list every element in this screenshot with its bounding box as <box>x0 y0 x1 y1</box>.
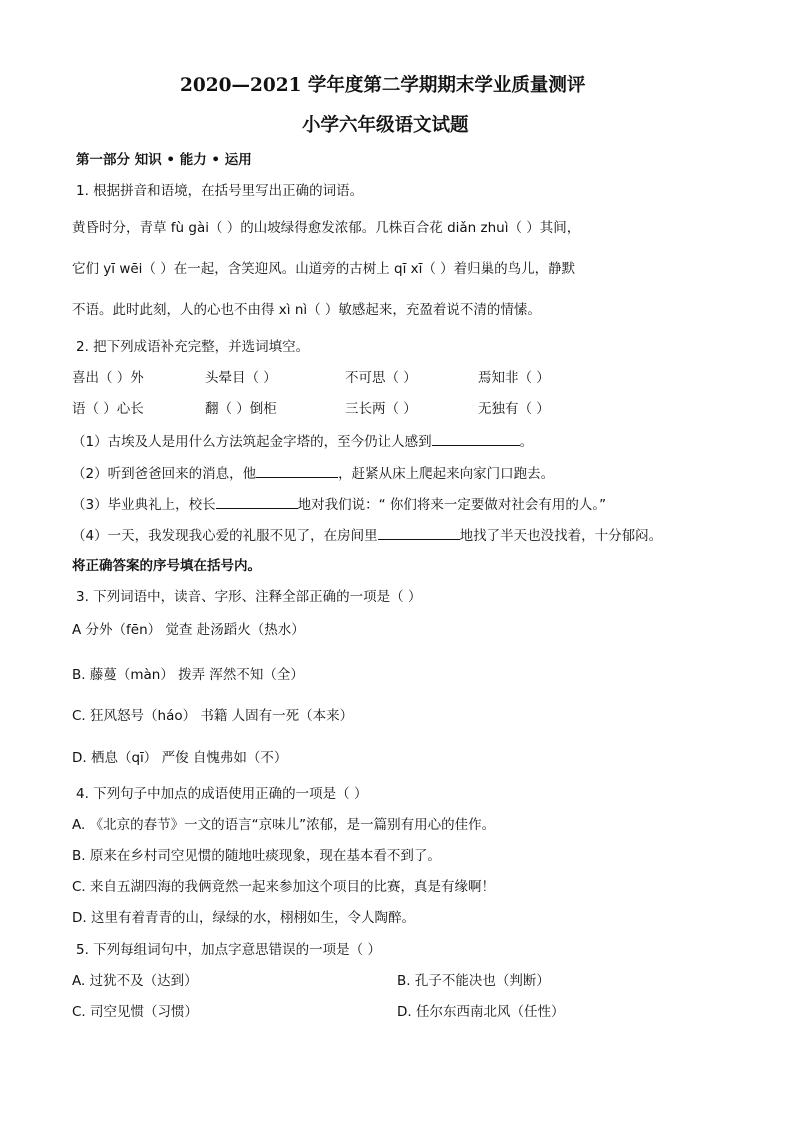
idiom-3: 不可思（ ） <box>345 370 417 386</box>
answer-blank[interactable] <box>216 494 298 509</box>
q4-option-a: A. 《北京的春节》一文的语言“京味儿”浓郁，是一篇别有用心的佳作。 <box>72 817 496 833</box>
q2-sentence-3 <box>72 494 606 515</box>
q2-s3-end: 地对我们说：“ 你们将来一定要做对社会有用的人。” <box>297 497 607 513</box>
answer-blank[interactable] <box>378 525 460 540</box>
q5-option-c: C. 司空见惯（习惯） <box>72 1004 199 1020</box>
q2-s2-text: （2）听到爸爸回来的消息，他 <box>72 466 257 482</box>
idiom-4: 焉知非（ ） <box>478 370 550 386</box>
q4-option-c: C. 来自五湖四海的我俩竟然一起来参加这个项目的比赛，真是有缘啊！ <box>72 879 496 895</box>
q1-line-3: 不语。此时此刻，人的心也不由得 xì nì（ ）敏感起来，充盈着说不清的情愫。 <box>72 302 541 318</box>
exam-subtitle: 小学六年级语文试题 <box>302 115 469 136</box>
q1-prompt: 1. 根据拼音和语境，在括号里写出正确的词语。 <box>76 183 364 199</box>
q3-option-b: B. 藤蔓（màn） 拨弄 浑然不知（全） <box>72 667 304 683</box>
q1-line-1: 黄昏时分，青草 fù gài（ ）的山坡绿得愈发浓郁。几株百合花 diǎn zhuì（ ）其间， <box>72 220 581 236</box>
q2-sentence-1 <box>72 431 533 452</box>
q3-option-a: A 分外（fēn） 觉查 赴汤蹈火（热水） <box>72 622 305 638</box>
q5-prompt: 5. 下列每组词句中，加点字意思错误的一项是（ ） <box>76 942 381 958</box>
q3-option-c: C. 狂风怒号（háo） 书籍 人固有一死（本来） <box>72 708 354 724</box>
q2-s1-text: （1）古埃及人是用什么方法筑起金字塔的，至今仍让人感到 <box>72 434 432 450</box>
q4-option-b: B. 原来在乡村司空见惯的随地吐痰现象，现在基本看不到了。 <box>72 848 441 864</box>
q2-s4-end: 地找了半天也没找着，十分郁闷。 <box>459 528 663 544</box>
instruction: 将正确答案的序号填在括号内。 <box>72 558 261 574</box>
q1-line-2: 它们 yī wēi（ ）在一起，含笑迎风。山道旁的古树上 qī xī（ ）着归巢的鸟儿，静默 <box>72 261 576 277</box>
idiom-7: 三长两（ ） <box>345 401 417 417</box>
q2-s1-end: 。 <box>519 434 534 450</box>
q3-prompt: 3. 下列词语中，读音、字形、注释全部正确的一项是（ ） <box>76 589 422 605</box>
q5-option-a: A. 过犹不及（达到） <box>72 973 198 989</box>
q2-s4-text: （4）一天，我发现我心爱的礼服不见了，在房间里 <box>72 528 378 544</box>
idiom-6: 翻（ ）倒柜 <box>205 401 277 417</box>
q2-sentence-2 <box>72 463 554 484</box>
answer-blank[interactable] <box>432 431 520 446</box>
exam-title: 2020—2021 学年度第二学期期末学业质量测评 <box>180 75 586 96</box>
q4-prompt: 4. 下列句子中加点的成语使用正确的一项是（ ） <box>76 786 368 802</box>
answer-blank[interactable] <box>256 463 338 478</box>
q5-option-b: B. 孔子不能决也（判断） <box>397 973 550 989</box>
idiom-8: 无独有（ ） <box>478 401 550 417</box>
idiom-5: 语（ ）心长 <box>72 401 144 417</box>
part1-heading: 第一部分 知识 • 能力 • 运用 <box>76 152 252 168</box>
idiom-1: 喜出（ ）外 <box>72 370 144 386</box>
q4-option-d: D. 这里有着青青的山，绿绿的水，栩栩如生，令人陶醉。 <box>72 910 415 926</box>
q3-option-d: D. 栖息（qī） 严俊 自愧弗如（不） <box>72 750 288 766</box>
q2-s2-end: ，赶紧从床上爬起来向家门口跑去。 <box>338 466 555 482</box>
idiom-2: 头晕目（ ） <box>205 370 277 386</box>
q5-option-d: D. 任尔东西南北风（任性） <box>397 1004 565 1020</box>
q2-sentence-4 <box>72 525 662 546</box>
q2-prompt: 2. 把下列成语补充完整，并选词填空。 <box>76 339 310 355</box>
q2-s3-text: （3）毕业典礼上，校长 <box>72 497 216 513</box>
